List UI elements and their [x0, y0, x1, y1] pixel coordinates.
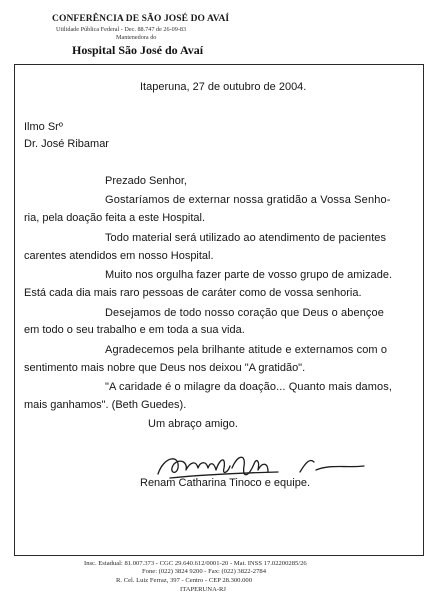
- body-line: Está cada dia mais raro pessoas de caráter como de vossa senhoria.: [24, 287, 362, 299]
- footer-phone: Fone: (022) 3824 9200 - Fax: (022) 3822-2784: [142, 568, 266, 575]
- body-line: Agradecemos pela brilhante atitude e externamos com o: [105, 344, 388, 356]
- letterhead-maintainer: Mantenedora do: [116, 34, 157, 41]
- recipient-name: Dr. José Ribamar: [24, 138, 109, 150]
- body-line: mais ganhamos". (Beth Guedes).: [24, 399, 187, 411]
- footer-address: R. Cel. Luiz Ferraz, 397 - Centro - CEP 28.300.000: [116, 577, 253, 584]
- body-line: Muito nos orgulha fazer parte de vosso grupo de amizade.: [105, 269, 393, 281]
- body-line: em todo o seu trabalho e em toda a sua vida.: [24, 324, 245, 336]
- body-line: Todo material será utilizado ao atendimento de pacientes: [105, 232, 387, 244]
- body-line: Desejamos de todo nosso coração que Deus o abençoe: [105, 307, 384, 319]
- footer-registration: Insc. Estadual: 81.007.373 - CGC 29.640.612/0001-20 - Mat. INSS 17.02200285/26: [84, 560, 307, 567]
- body-line: "A caridade é o milagre da doação... Quanto mais damos,: [105, 381, 393, 393]
- letterhead-hospital-name: Hospital São José do Avaí: [72, 43, 204, 57]
- footer-city: ITAPERUNA-RJ: [180, 586, 226, 593]
- letterhead-registration: Utilidade Pública Federal - Dec. 88.747 de 26-09-83: [56, 26, 187, 33]
- recipient-title: Ilmo Srº: [24, 121, 63, 133]
- salutation: Prezado Senhor,: [105, 175, 187, 187]
- signer-name: Renam Catharina Tinoco e equipe.: [140, 477, 310, 489]
- date-line: Itaperuna, 27 de outubro de 2004.: [140, 81, 307, 93]
- closing: Um abraço amigo.: [148, 418, 238, 430]
- body-line: Gostaríamos de externar nossa gratidão a Vossa Senho-: [105, 194, 391, 206]
- body-line: sentimento mais nobre que Deus nos deixou "A gratidão".: [24, 362, 306, 374]
- body-line: carentes atendidos em nosso Hospital.: [24, 250, 214, 262]
- body-line: ria, pela doação feita a este Hospital.: [24, 212, 206, 224]
- letterhead-organization: CONFERÊNCIA DE SÃO JOSÉ DO AVAÍ: [52, 14, 230, 24]
